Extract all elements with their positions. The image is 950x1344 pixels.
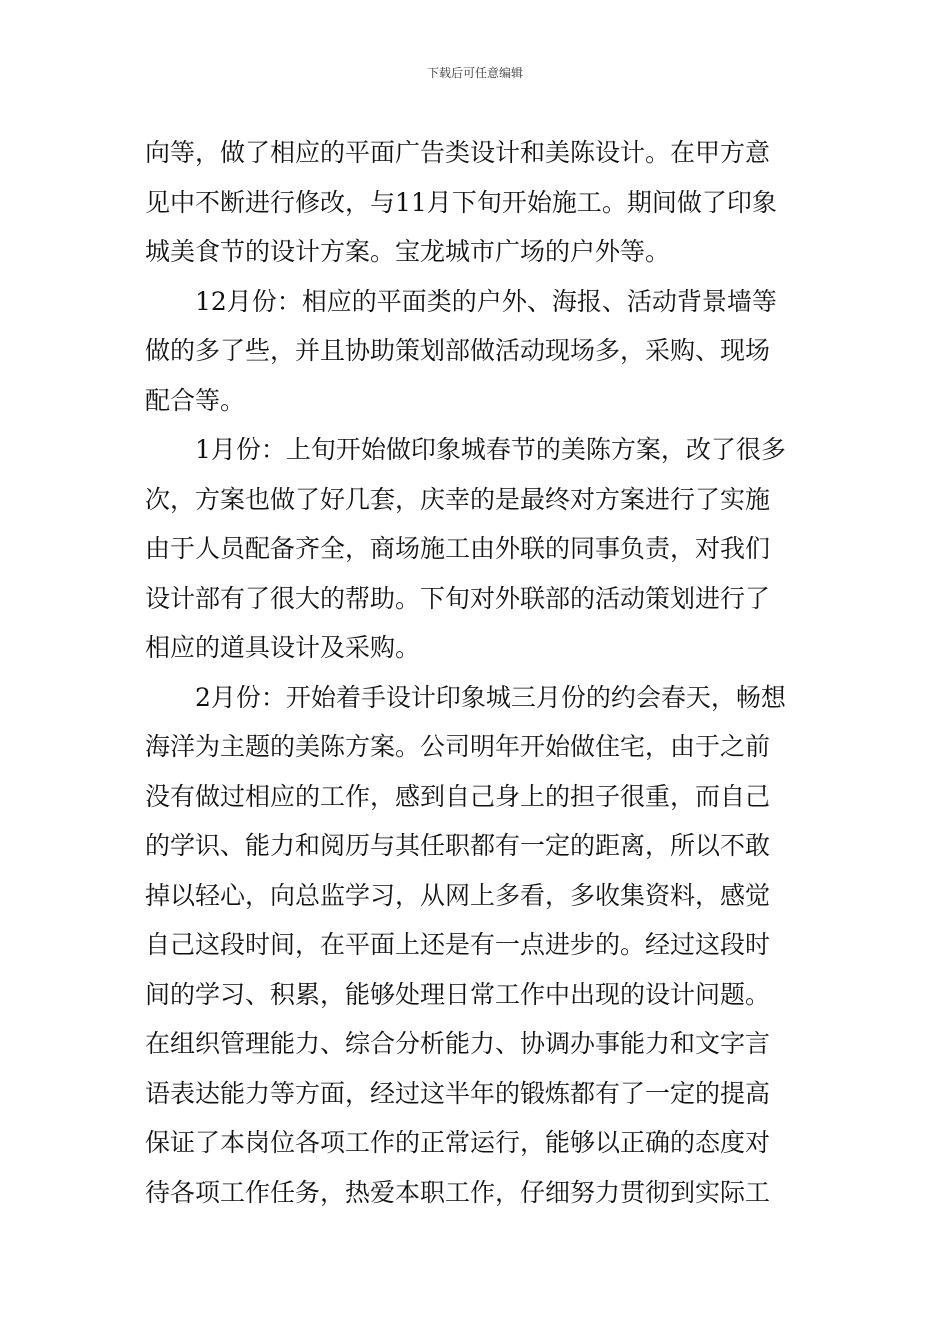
text-line: 待各项工作任务，热爱本职工作，仔细努力贯彻到实际工: [145, 1177, 771, 1207]
document-body: [145, 128, 810, 1217]
paragraph-january-start: 1月份：上旬开始做印象城春节的美陈方案，改了很多: [195, 435, 786, 464]
text-line: 由于人员配备齐全，商场施工由外联的同事负责，对我们: [145, 534, 771, 563]
text-line: 没有做过相应的工作，感到自己身上的担子很重，而自己: [145, 781, 771, 811]
paragraph-february-start: 2月份：开始着手设计印象城三月份的约会春天，畅想: [195, 682, 786, 712]
text-line: 见中不断进行修改，与11月下旬开始施工。期间做了印象: [145, 187, 777, 217]
text-line: 保证了本岗位各项工作的正常运行，能够以正确的态度对: [145, 1128, 771, 1157]
text-line: 掉以轻心，向总监学习，从网上多看，多收集资料，感觉: [145, 880, 771, 910]
paragraph-december-start: 12月份：相应的平面类的户外、海报、活动背景墙等: [195, 286, 777, 316]
text-line: 设计部有了很大的帮助。下旬对外联部的活动策划进行了: [145, 583, 771, 613]
page-header: 下载后可任意编辑: [426, 66, 523, 80]
text-line: 做的多了些，并且协助策划部做活动现场多，采购、现场: [145, 336, 771, 365]
text-line: 相应的道具设计及采购。: [145, 633, 421, 662]
text-line: 自己这段时间，在平面上还是有一点进步的。经过这段时: [145, 930, 771, 959]
text-line: 的学识、能力和阅历与其任职都有一定的距离，所以不敢: [145, 831, 771, 860]
text-line: 语表达能力等方面，经过这半年的锻炼都有了一定的提高: [145, 1078, 771, 1108]
text-line: 配合等。: [145, 385, 246, 415]
text-line: 在组织管理能力、综合分析能力、协调办事能力和文字言: [145, 1029, 771, 1058]
text-line: 海洋为主题的美陈方案。公司明年开始做住宅，由于之前: [145, 732, 771, 761]
text-line: 城美食节的设计方案。宝龙城市广场的户外等。: [145, 237, 671, 266]
text-line: 间的学习、积累，能够处理日常工作中出现的设计问题。: [145, 979, 771, 1009]
text-line: 次，方案也做了好几套，庆幸的是最终对方案进行了实施: [145, 484, 771, 514]
text-line: 向等，做了相应的平面广告类设计和美陈设计。在甲方意: [145, 138, 771, 167]
